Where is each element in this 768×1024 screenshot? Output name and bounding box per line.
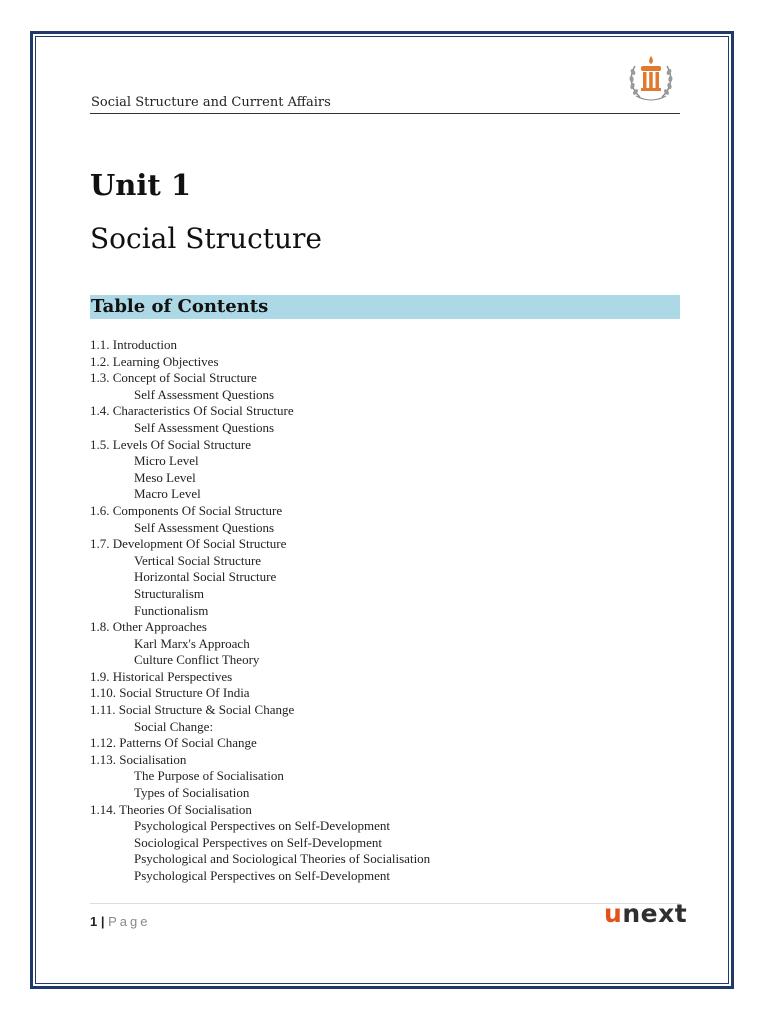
toc-entry[interactable]: 1.12. Patterns Of Social Change: [90, 735, 257, 751]
toc-entry[interactable]: 1.5. Levels Of Social Structure: [90, 436, 252, 452]
toc-subentry[interactable]: Psychological Perspectives on Self-Development: [134, 868, 390, 883]
toc-subentry[interactable]: Culture Conflict Theory: [134, 652, 260, 668]
toc-subentry[interactable]: Structuralism: [134, 585, 205, 601]
toc-heading-bar: [90, 295, 680, 319]
page-word: Page: [108, 914, 151, 929]
toc-subentry[interactable]: Sociological Perspectives on Self-Development: [134, 834, 383, 850]
toc-entry[interactable]: 1.9. Historical Perspectives: [90, 668, 233, 684]
toc-subentry[interactable]: Social Change:: [134, 718, 214, 734]
header-divider: [90, 113, 680, 114]
unit-subtitle: Social Structure: [90, 222, 322, 255]
unext-logo: [604, 898, 687, 930]
toc-entry[interactable]: 1.1. Introduction: [90, 337, 178, 352]
toc-subentry[interactable]: Horizontal Social Structure: [134, 569, 277, 585]
toc-entry[interactable]: 1.6. Components Of Social Structure: [90, 502, 283, 518]
toc-title: Table of Contents: [91, 296, 269, 317]
toc-subentry[interactable]: Types of Socialisation: [134, 785, 250, 801]
toc-list: [90, 337, 680, 885]
footer-divider: [90, 903, 680, 904]
toc-entry[interactable]: 1.8. Other Approaches: [90, 619, 207, 635]
toc-entry[interactable]: 1.13. Socialisation: [90, 751, 187, 767]
toc-subentry[interactable]: Functionalism: [134, 602, 209, 618]
page-number: [90, 914, 150, 929]
toc-subentry[interactable]: Psychological Perspectives on Self-Development: [134, 818, 390, 834]
toc-subentry[interactable]: Self Assessment Questions: [134, 386, 275, 402]
toc-subentry[interactable]: Micro Level: [134, 453, 199, 469]
brand-logo-rest: next: [622, 899, 688, 928]
toc-subentry[interactable]: Karl Marx's Approach: [134, 635, 250, 651]
unit-heading: Unit 1: [90, 168, 192, 202]
toc-entry[interactable]: 1.10. Social Structure Of India: [90, 685, 250, 701]
toc-entry[interactable]: 1.3. Concept of Social Structure: [90, 370, 257, 386]
toc-subentry[interactable]: Self Assessment Questions: [134, 519, 275, 535]
toc-entry[interactable]: 1.4. Characteristics Of Social Structure: [90, 403, 294, 419]
page-number-value: 1: [90, 914, 98, 929]
toc-entry[interactable]: 1.14. Theories Of Socialisation: [90, 801, 252, 817]
brand-logo-u: u: [604, 899, 623, 928]
institution-seal-icon: [626, 52, 676, 106]
toc-subentry[interactable]: Psychological and Sociological Theories of Socialisation: [134, 851, 431, 867]
toc-entry[interactable]: 1.11. Social Structure & Social Change: [90, 702, 295, 718]
toc-subentry[interactable]: Self Assessment Questions: [134, 419, 275, 435]
page-number-separator: |: [97, 914, 109, 929]
toc-entry[interactable]: 1.7. Development Of Social Structure: [90, 536, 287, 552]
toc-subentry[interactable]: Vertical Social Structure: [134, 552, 262, 568]
toc-entry[interactable]: 1.2. Learning Objectives: [90, 353, 219, 369]
toc-subentry[interactable]: The Purpose of Socialisation: [134, 768, 284, 784]
toc-subentry[interactable]: Meso Level: [134, 469, 196, 485]
running-header: Social Structure and Current Affairs: [91, 95, 331, 110]
toc-subentry[interactable]: Macro Level: [134, 486, 201, 502]
